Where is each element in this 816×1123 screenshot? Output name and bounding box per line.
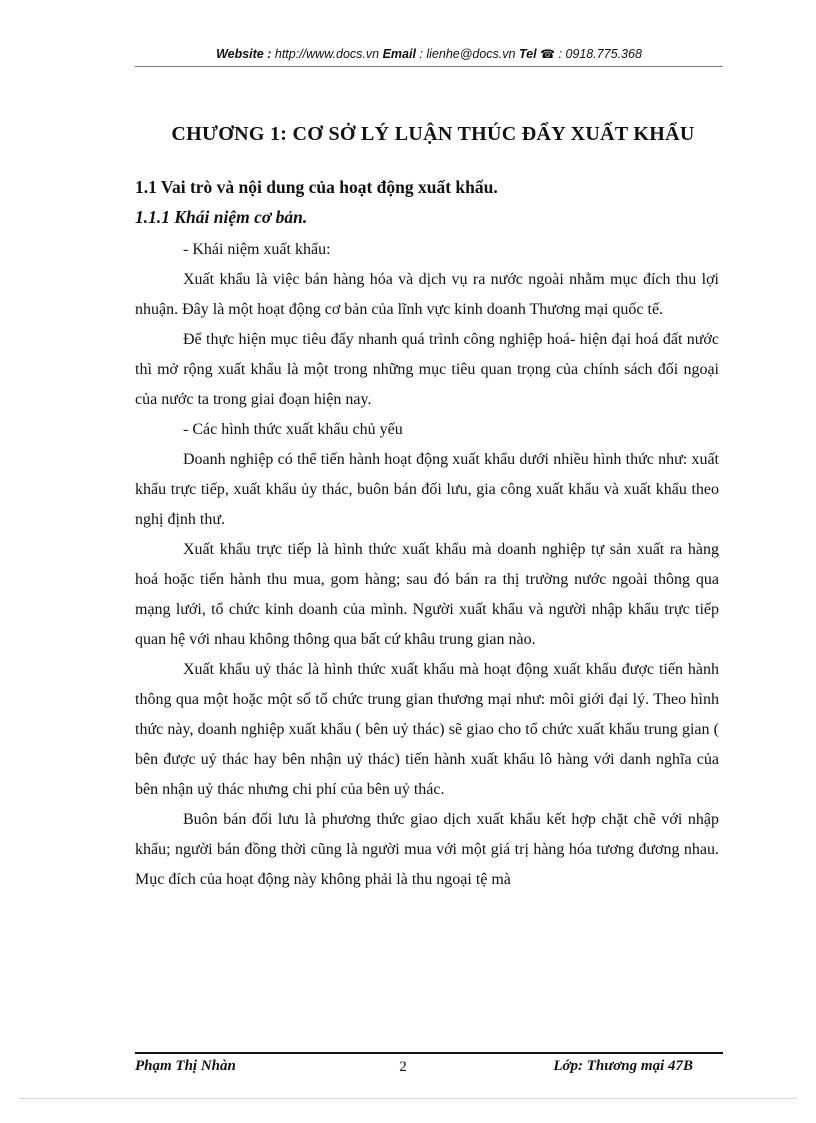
body-text	[135, 235, 719, 895]
footer-author: Phạm Thị Nhàn	[135, 1058, 236, 1074]
page-header	[135, 47, 723, 61]
page-bottom-border	[20, 1098, 796, 1099]
paragraph: - Khái niệm xuất khẩu:	[183, 241, 331, 258]
page-footer	[135, 1058, 723, 1080]
paragraph: Xuất khẩu là việc bán hàng hóa và dịch vụ ra nước ngoài nhằm mục đích thu lợi nhuận. Đây là một hoạt động cơ bản của lĩnh vực kinh doanh Thương mại quốc tế.	[135, 271, 719, 318]
paragraph: Xuất khẩu uỷ thác là hình thức xuất khẩu mà hoạt động xuất khẩu được tiến hành thông qua một hoặc một số tổ chức trung gian thương mại như: môi giới đại lý. Theo hình thức này, doanh nghiệp xuất khẩu ( bên uỷ thác) sẽ giao cho tổ chức xuất khẩu trung gian ( bên được uỷ thác hay bên nhận uỷ thác) tiến hành xuất khẩu lô hàng với danh nghĩa của bên nhận uỷ thác nhưng chi phí của bên uỷ thác.	[135, 661, 719, 798]
email-label: Email	[382, 47, 416, 61]
section-title: 1.1 Vai trò và nội dung của hoạt động xuất khẩu.	[135, 177, 498, 197]
paragraph: Buôn bán đối lưu là phương thức giao dịch xuất khẩu kết hợp chặt chẽ với nhập khẩu; người bán đồng thời cũng là người mua với một giá trị hàng hóa tương đương nhau. Mục đích của hoạt động này không phải là thu ngoại tệ mà	[135, 811, 719, 888]
website-label: Website :	[216, 47, 272, 61]
paragraph: Để thực hiện mục tiêu đẩy nhanh quá trình công nghiệp hoá- hiện đại hoá đất nước thì mở rộng xuất khẩu là một trong những mục tiêu quan trọng của chính sách đối ngoại của nước ta trong giai đoạn hiện nay.	[135, 331, 719, 408]
tel-label: Tel	[518, 47, 537, 61]
email-value[interactable]: : lienhe@docs.vn	[415, 47, 519, 61]
phone-icon: ☎	[540, 47, 556, 61]
chapter-title: CHƯƠNG 1: CƠ SỞ LÝ LUẬN THÚC ĐẨY XUẤT KHẨU	[171, 123, 695, 145]
paragraph: Xuất khẩu trực tiếp là hình thức xuất khẩu mà doanh nghiệp tự sản xuất ra hàng hoá hoặc tiến hành thu mua, gom hàng; sau đó bán ra thị trường nước ngoài thông qua mạng lưới, tổ chức kinh doanh của mình. Người xuất khẩu và người nhập khẩu trực tiếp quan hệ với nhau không thông qua bất cứ khâu trung gian nào.	[135, 541, 719, 648]
header-divider	[135, 66, 723, 67]
subsection-title: 1.1.1 Khái niệm cơ bản.	[135, 207, 308, 227]
page-number: 2	[399, 1059, 407, 1075]
website-url[interactable]: http://www.docs.vn	[271, 47, 383, 61]
tel-value: : 0918.775.368	[558, 47, 642, 61]
paragraph: - Các hình thức xuất khẩu chủ yếu	[183, 421, 403, 438]
footer-class: Lớp: Thương mại 47B	[553, 1058, 693, 1074]
footer-divider	[135, 1052, 723, 1054]
paragraph: Doanh nghiệp có thể tiến hành hoạt động xuất khẩu dưới nhiều hình thức như: xuất khẩu trực tiếp, xuất khẩu ủy thác, buôn bán đối lưu, gia công xuất khẩu và xuất khẩu theo nghị định thư.	[135, 451, 719, 528]
